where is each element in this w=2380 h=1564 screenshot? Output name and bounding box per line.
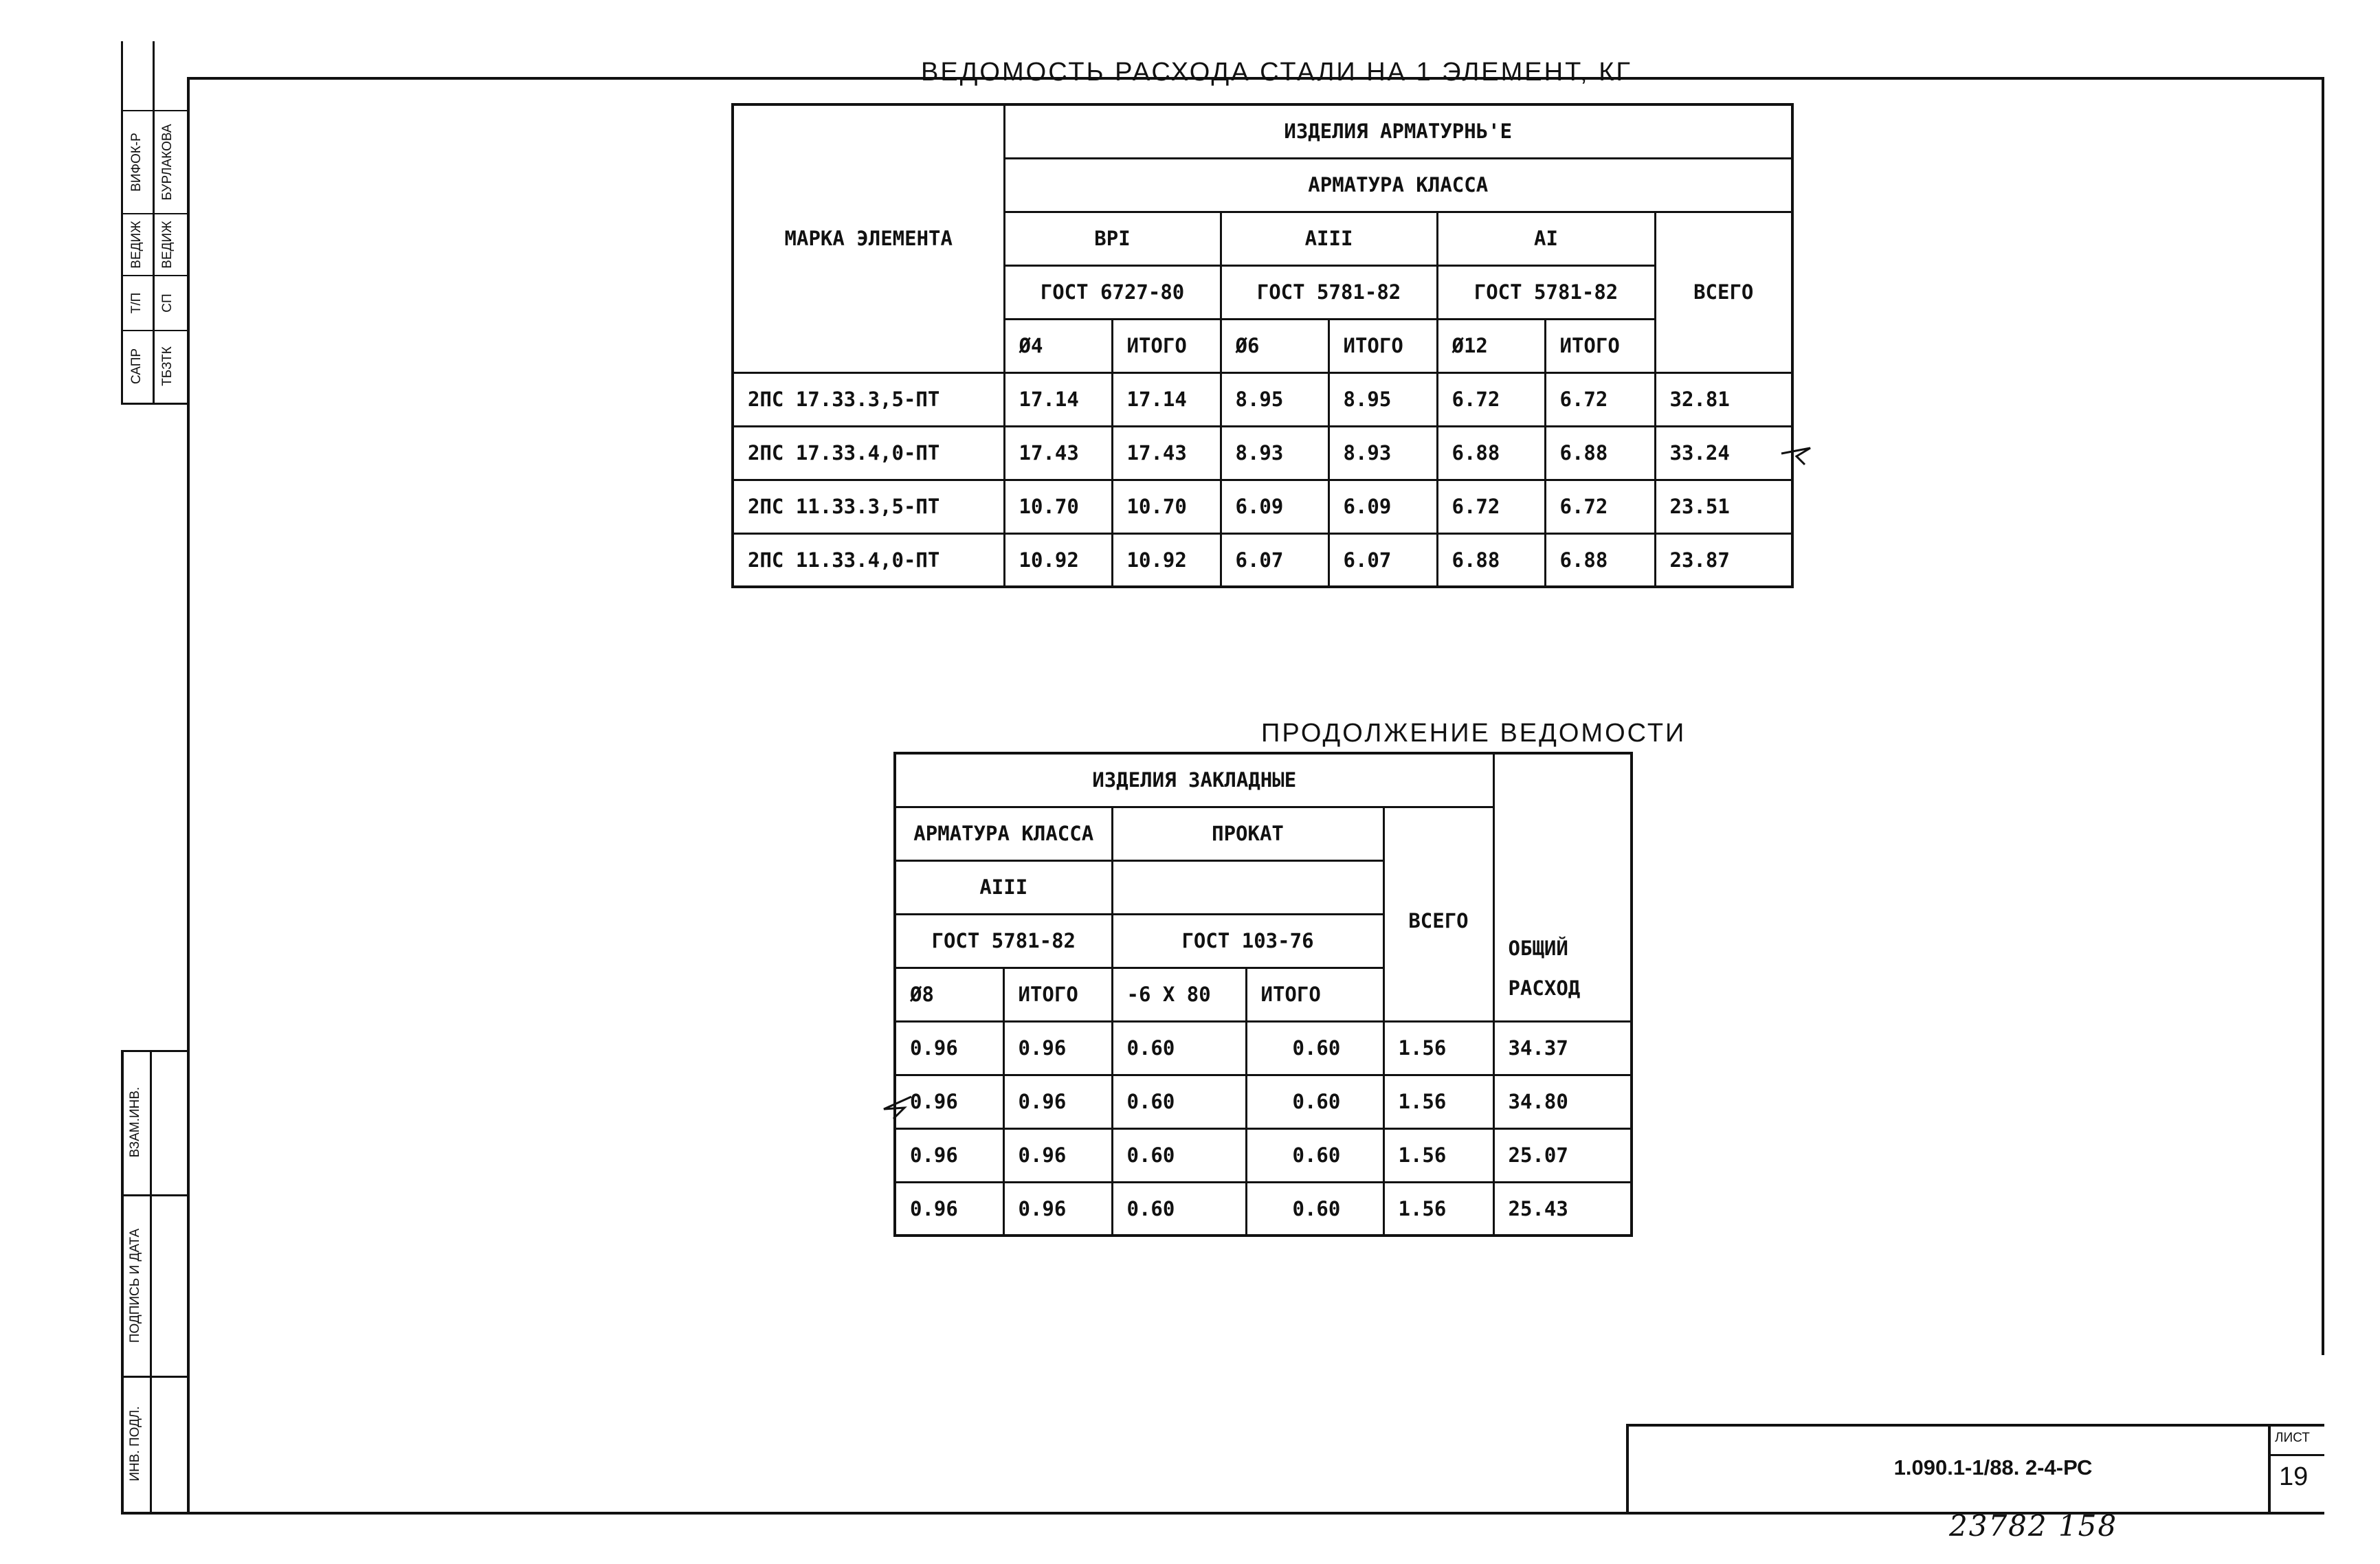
cell: 25.43 (1493, 1182, 1632, 1236)
side-label: ТБЗТК (160, 346, 175, 386)
cell: 0.60 (1112, 1075, 1246, 1128)
header-total: ВСЕГО (1383, 807, 1493, 1021)
cell: 6.09 (1221, 480, 1328, 533)
cell: 8.95 (1328, 372, 1437, 426)
sheet-label: ЛИСТ (2275, 1431, 2310, 1445)
cell: 8.95 (1221, 372, 1328, 426)
cell: 0.96 (895, 1075, 1003, 1128)
side-label: СП (160, 293, 175, 313)
cell: 8.93 (1221, 426, 1328, 480)
cell: 10.92 (1004, 533, 1112, 587)
header-diameter: Ø12 (1437, 319, 1545, 372)
cell: 6.72 (1545, 480, 1655, 533)
cell: 23.51 (1655, 480, 1792, 533)
header-class-name: АIII (1221, 212, 1437, 265)
side-label: ИНВ. ПОДЛ. (128, 1406, 142, 1482)
cell: 33.24 (1655, 426, 1792, 480)
cell: 0.60 (1246, 1075, 1383, 1128)
frame-right (2322, 77, 2324, 1355)
cell: 0.96 (895, 1182, 1003, 1236)
page-title: ВЕДОМОСТЬ РАСХОДА СТАЛИ НА 1 ЭЛЕМЕНТ, КГ (921, 58, 1632, 87)
header-gost: ГОСТ 103-76 (1112, 914, 1383, 968)
header-total: ВСЕГО (1655, 212, 1792, 372)
cell: 6.09 (1328, 480, 1437, 533)
cell: 32.81 (1655, 372, 1792, 426)
table-row (895, 1128, 1632, 1182)
continuation-title: ПРОДОЛЖЕНИЕ ВЕДОМОСТИ (1261, 719, 1687, 748)
cell: 1.56 (1383, 1182, 1493, 1236)
cell: 34.80 (1493, 1075, 1632, 1128)
side-label: Т/П (129, 292, 144, 314)
row-mark: 2ПС 17.33.3,5-ПТ (733, 372, 1004, 426)
cell: 0.96 (1003, 1075, 1112, 1128)
header-empty (1112, 860, 1383, 914)
cell: 0.96 (1003, 1128, 1112, 1182)
cell: 6.72 (1437, 372, 1545, 426)
row-mark: 2ПС 11.33.4,0-ПТ (733, 533, 1004, 587)
cell: 17.14 (1112, 372, 1221, 426)
cell: 1.56 (1383, 1021, 1493, 1075)
side-label: ВЕДИЖ (160, 221, 175, 269)
header-class-name: АI (1437, 212, 1655, 265)
cell: 17.43 (1004, 426, 1112, 480)
cell: 0.60 (1112, 1182, 1246, 1236)
header-gost: ГОСТ 6727-80 (1004, 265, 1221, 319)
header-mark: МАРКА ЭЛЕМЕНТА (733, 104, 1004, 372)
header-class: АРМАТУРА КЛАССА (895, 807, 1112, 860)
header-itogo: ИТОГО (1545, 319, 1655, 372)
cell: 23.87 (1655, 533, 1792, 587)
side-label: ВЕДИЖ (129, 221, 144, 269)
cell: 0.60 (1246, 1128, 1383, 1182)
header-common-line2: РАСХОД (1508, 976, 1581, 1000)
header-gost: ГОСТ 5781-82 (895, 914, 1112, 968)
table-row (733, 480, 1792, 533)
header-gost: ГОСТ 5781-82 (1437, 265, 1655, 319)
header-itogo: ИТОГО (1003, 968, 1112, 1021)
row-mark: 2ПС 11.33.3,5-ПТ (733, 480, 1004, 533)
table-row (895, 1021, 1632, 1075)
cell: 0.96 (895, 1021, 1003, 1075)
side-label: БУРЛАКОВА (160, 124, 175, 201)
header-strip: -6 Х 80 (1112, 968, 1246, 1021)
cell: 6.88 (1545, 533, 1655, 587)
cell: 0.96 (895, 1128, 1003, 1182)
side-label: ПОДПИСЬ И ДАТА (128, 1228, 142, 1343)
header-itogo: ИТОГО (1112, 319, 1221, 372)
header-class: АРМАТУРА КЛАССА (1004, 158, 1792, 212)
header-prokat: ПРОКАТ (1112, 807, 1383, 860)
row-mark: 2ПС 17.33.4,0-ПТ (733, 426, 1004, 480)
header-diameter: Ø8 (895, 968, 1003, 1021)
cell: 6.88 (1437, 426, 1545, 480)
table-row (895, 1182, 1632, 1236)
cell: 0.96 (1003, 1182, 1112, 1236)
header-diameter: Ø4 (1004, 319, 1112, 372)
sheet-number: 19 (2279, 1462, 2309, 1491)
cell: 6.88 (1437, 533, 1545, 587)
header-items: ИЗДЕЛИЯ АРМАТУРНЬ'Е (1004, 104, 1792, 158)
cell: 10.70 (1004, 480, 1112, 533)
header-class-name: АIII (895, 860, 1112, 914)
cell: 6.07 (1328, 533, 1437, 587)
cell: 17.14 (1004, 372, 1112, 426)
cell: 0.96 (1003, 1021, 1112, 1075)
steel-consumption-table (731, 103, 1794, 588)
side-label: ВИФОК-Р (129, 133, 144, 192)
cell: 17.43 (1112, 426, 1221, 480)
cell: 6.88 (1545, 426, 1655, 480)
cell: 6.72 (1545, 372, 1655, 426)
header-common (1493, 753, 1632, 1021)
side-label: ВЗАМ.ИНВ. (128, 1086, 142, 1158)
embedded-items-table (893, 752, 1633, 1237)
cell: 0.60 (1112, 1021, 1246, 1075)
cell: 8.93 (1328, 426, 1437, 480)
cell: 10.92 (1112, 533, 1221, 587)
side-label: САПР (129, 348, 144, 385)
header-diameter: Ø6 (1221, 319, 1328, 372)
table-row (895, 1075, 1632, 1128)
cell: 6.07 (1221, 533, 1328, 587)
header-itogo: ИТОГО (1328, 319, 1437, 372)
table-row (733, 372, 1792, 426)
header-items: ИЗДЕЛИЯ ЗАКЛАДНЫЕ (895, 753, 1493, 807)
cell: 1.56 (1383, 1128, 1493, 1182)
header-common-line1: ОБЩИЙ (1508, 936, 1568, 960)
frame-left (187, 77, 190, 1515)
document-code: 1.090.1-1/88. 2-4-РС (1893, 1455, 2093, 1479)
header-gost: ГОСТ 5781-82 (1221, 265, 1437, 319)
cell: 10.70 (1112, 480, 1221, 533)
cell: 25.07 (1493, 1128, 1632, 1182)
table-row (733, 426, 1792, 480)
break-mark-icon (1780, 440, 1814, 467)
table-row (733, 533, 1792, 587)
cell: 1.56 (1383, 1075, 1493, 1128)
inventory-number: 23782 158 (1949, 1509, 2118, 1543)
cell: 34.37 (1493, 1021, 1632, 1075)
header-class-name: ВРI (1004, 212, 1221, 265)
cell: 6.72 (1437, 480, 1545, 533)
cell: 0.60 (1112, 1128, 1246, 1182)
header-itogo: ИТОГО (1246, 968, 1383, 1021)
cell: 0.60 (1246, 1182, 1383, 1236)
cell: 0.60 (1246, 1021, 1383, 1075)
